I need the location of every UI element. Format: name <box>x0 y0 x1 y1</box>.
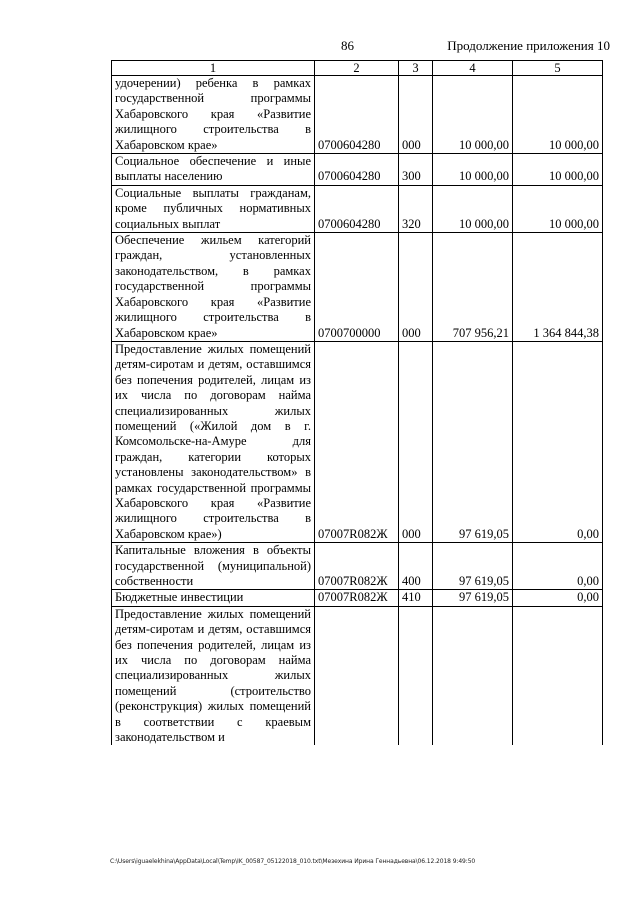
row-value-2019 <box>513 606 603 745</box>
budget-table <box>111 60 603 745</box>
row-value-2018 <box>433 606 513 745</box>
row-name: Предоставление жилых помещений детям-сиротам и детям, оставшимся без попечения родителей, лицам из их числа по договорам найма специализированных жилых помещений («Жилой дом в г. Комсомольске-на-Амуре для граждан, категории которых установлены законодательством» в рамках государственной программы Хабаровского края «Развитие жилищного строительства в Хабаровском крае») <box>112 341 315 542</box>
row-value-2018: 97 619,05 <box>433 590 513 606</box>
row-name: Социальное обеспечение и иные выплаты населению <box>112 154 315 186</box>
row-name: Бюджетные инвестиции <box>112 590 315 606</box>
row-value-2018: 707 956,21 <box>433 233 513 342</box>
row-value-2019: 0,00 <box>513 341 603 542</box>
row-code: 0700604280 <box>315 154 399 186</box>
column-header: 4 <box>433 61 513 76</box>
row-code: 07007R082Ж <box>315 590 399 606</box>
table-row <box>112 154 603 186</box>
row-code: 0700604280 <box>315 185 399 232</box>
row-code: 07007R082Ж <box>315 543 399 590</box>
appendix-continuation-label: Продолжение приложения 10 <box>447 38 610 53</box>
table-row <box>112 185 603 232</box>
column-header: 1 <box>112 61 315 76</box>
row-name: Обеспечение жильем категорий граждан, установленных законодательством, в рамках государственной программы Хабаровского края «Развитие жилищного строительства в Хабаровском крае» <box>112 233 315 342</box>
row-value-2019: 1 364 844,38 <box>513 233 603 342</box>
row-value-2019: 10 000,00 <box>513 76 603 154</box>
row-value-2018: 10 000,00 <box>433 154 513 186</box>
row-type: 300 <box>399 154 433 186</box>
row-name: Социальные выплаты гражданам, кроме публичных нормативных социальных выплат <box>112 185 315 232</box>
row-value-2019: 0,00 <box>513 590 603 606</box>
column-header: 3 <box>399 61 433 76</box>
row-type: 400 <box>399 543 433 590</box>
table-row <box>112 341 603 542</box>
row-name: Капитальные вложения в объекты государственной (муниципальной) собственности <box>112 543 315 590</box>
row-code <box>315 606 399 745</box>
document-footer-path: C:\Users\iguaelekhina\AppData\Local\Temp\IK_00587_05122018_010.txt\Мезехина Ирина Геннадьевна\06.12.2018 9:49:50 <box>110 858 476 865</box>
row-value-2018: 10 000,00 <box>433 76 513 154</box>
row-type: 000 <box>399 341 433 542</box>
row-type: 000 <box>399 76 433 154</box>
column-header: 5 <box>513 61 603 76</box>
row-name: удочерении) ребенка в рамках государственной программы Хабаровского края «Развитие жилищного строительства в Хабаровском крае» <box>112 76 315 154</box>
row-type: 000 <box>399 233 433 342</box>
table-row <box>112 606 603 745</box>
row-value-2019: 10 000,00 <box>513 154 603 186</box>
row-value-2018: 97 619,05 <box>433 341 513 542</box>
table-row <box>112 76 603 154</box>
column-header: 2 <box>315 61 399 76</box>
row-code: 07007R082Ж <box>315 341 399 542</box>
row-type <box>399 606 433 745</box>
table-row <box>112 233 603 342</box>
table-row <box>112 543 603 590</box>
row-value-2018: 10 000,00 <box>433 185 513 232</box>
page-number: 86 <box>341 38 354 53</box>
row-type: 320 <box>399 185 433 232</box>
row-code: 0700604280 <box>315 76 399 154</box>
row-value-2018: 97 619,05 <box>433 543 513 590</box>
table-row <box>112 590 603 606</box>
row-value-2019: 0,00 <box>513 543 603 590</box>
page-header <box>0 38 640 56</box>
row-value-2019: 10 000,00 <box>513 185 603 232</box>
row-code: 0700700000 <box>315 233 399 342</box>
row-name: Предоставление жилых помещений детям-сиротам и детям, оставшимся без попечения родителей, лицам из их числа по договорам найма специализированных жилых помещений (строительство (реконструкция) жилых помещений в соответствии с краевым законодательством и <box>112 606 315 745</box>
row-type: 410 <box>399 590 433 606</box>
column-header-row <box>112 61 603 76</box>
